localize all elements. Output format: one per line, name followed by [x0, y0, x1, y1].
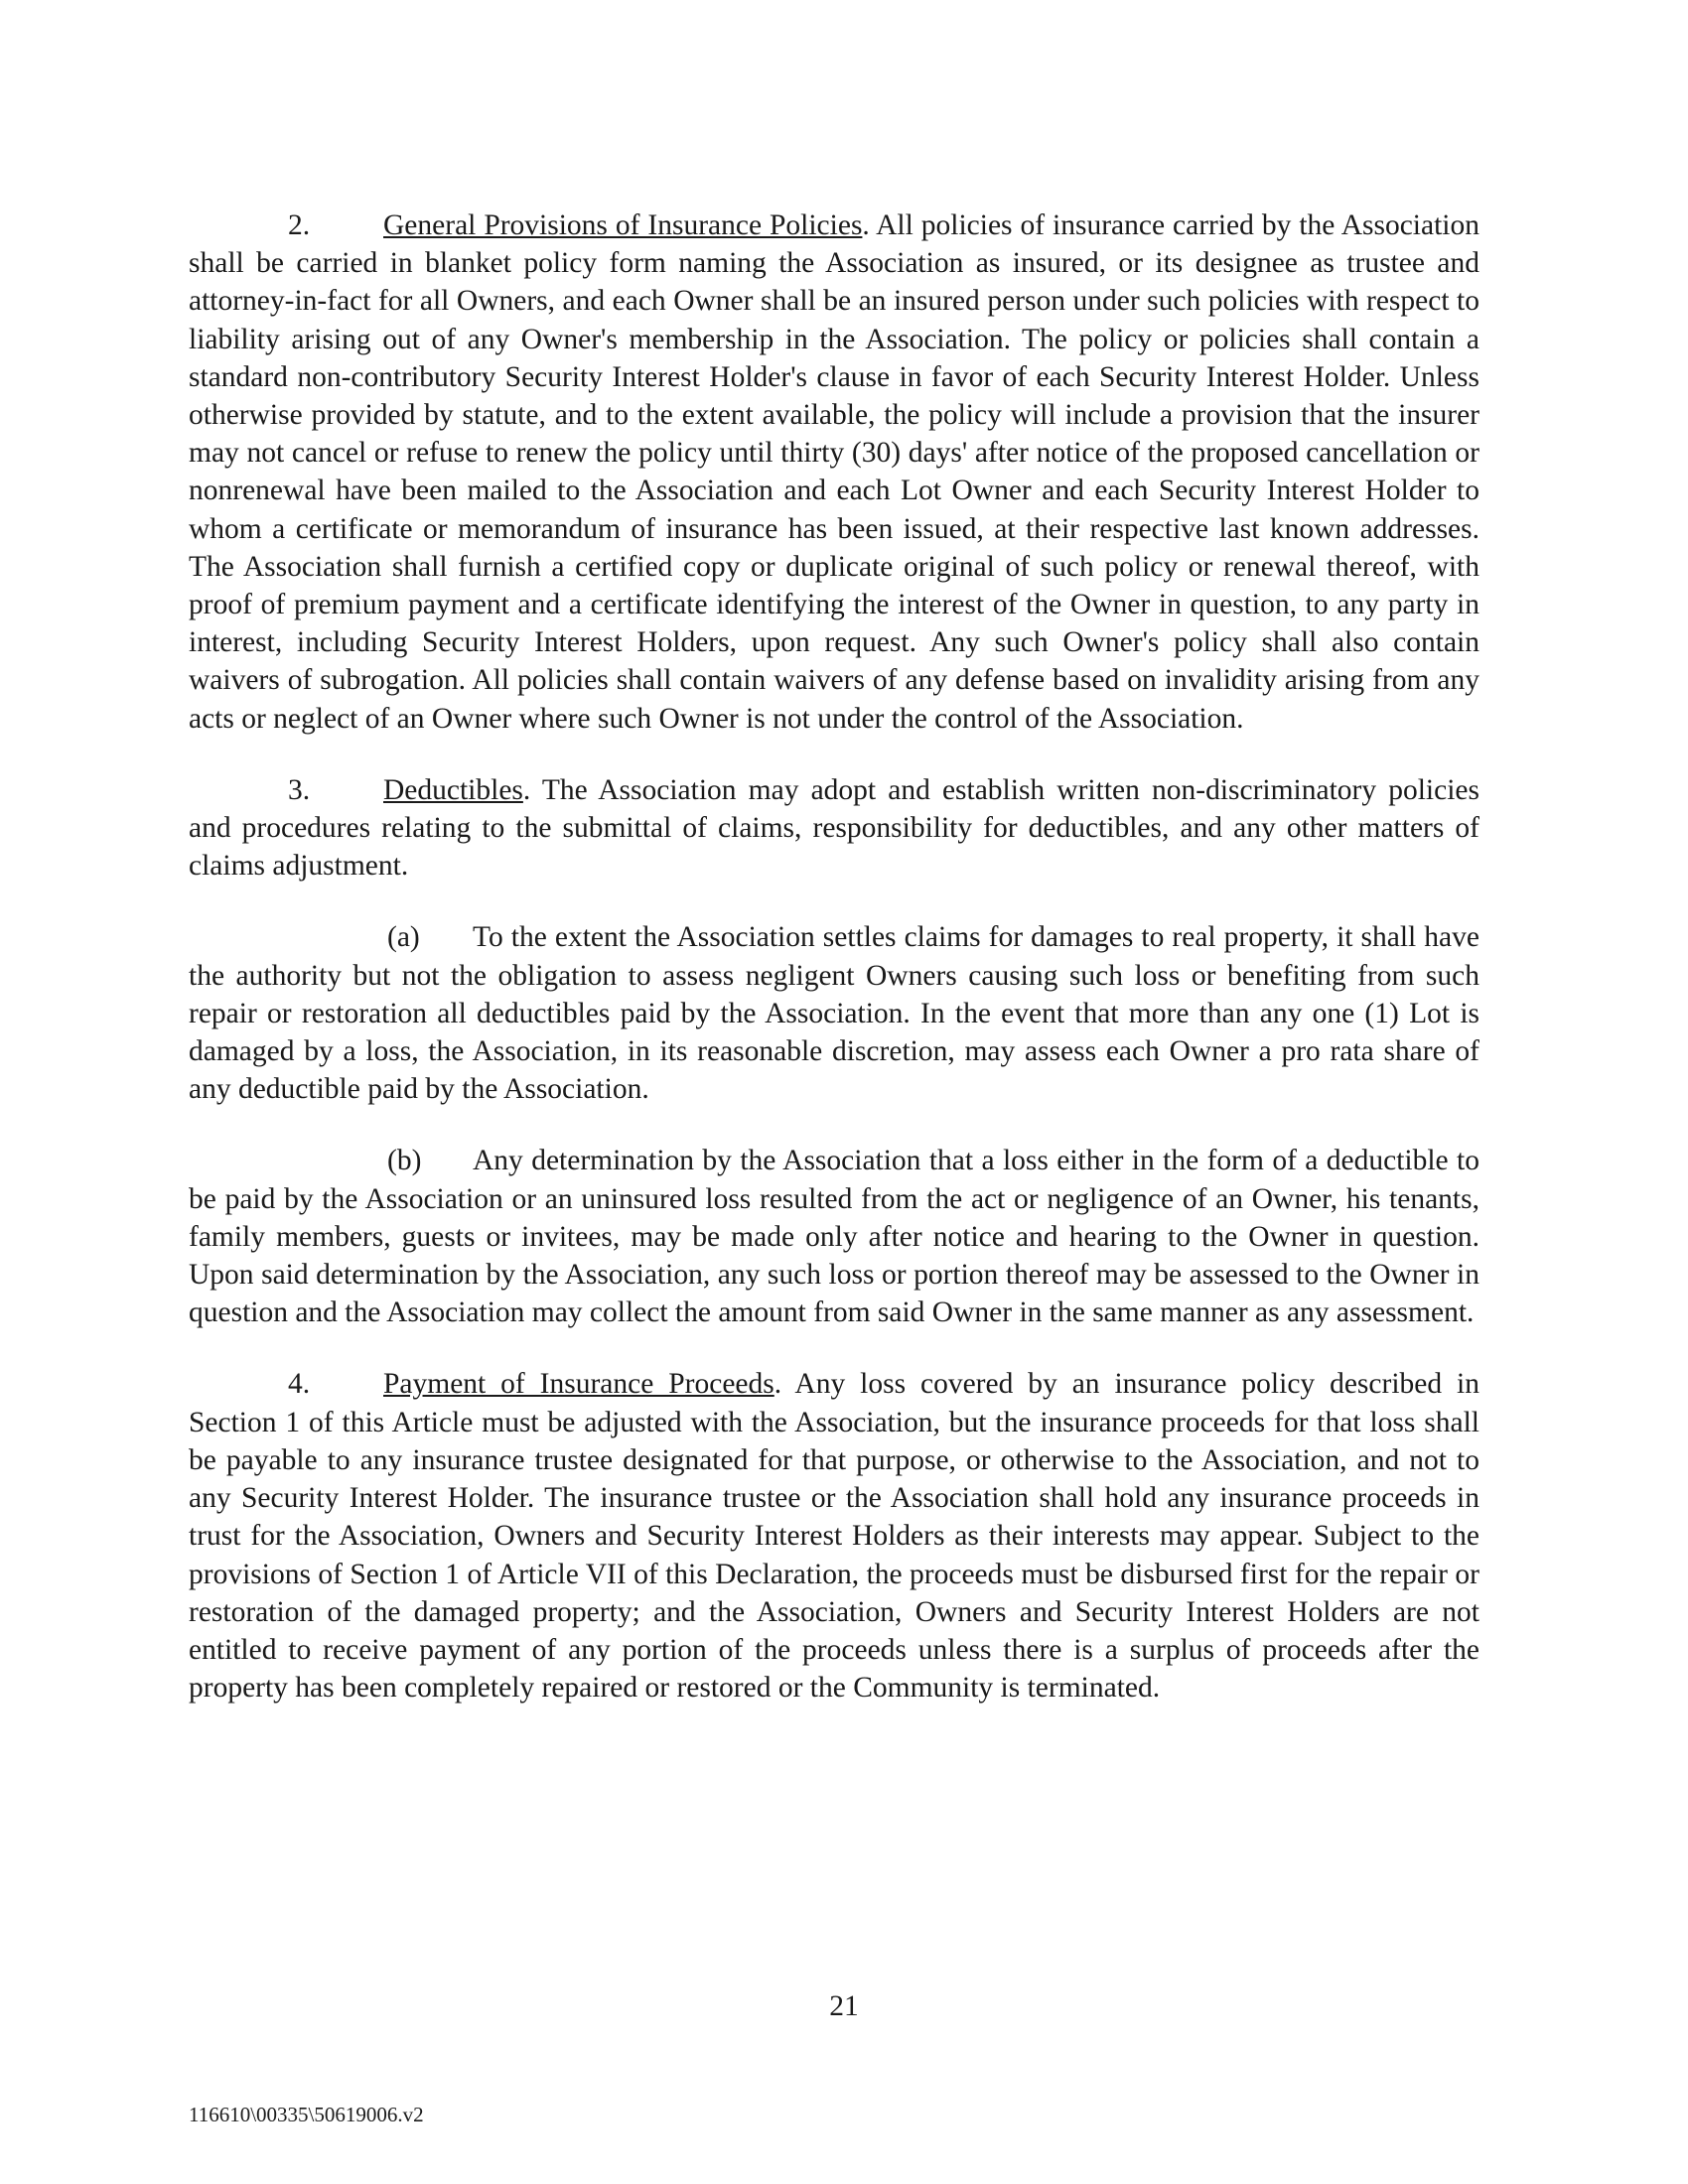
section-2-paragraph	[189, 206, 1479, 738]
section-number: 2.	[288, 209, 311, 241]
section-body: . The Association may adopt and establish written non-discriminatory policies and procedures relating to the submittal of claims, responsibility for deductibles, and any other matters of claims adjustment.	[189, 773, 1479, 883]
subsection-b-paragraph	[189, 1142, 1479, 1331]
subsection-label: (a)	[387, 921, 420, 954]
subsection-a-paragraph	[189, 918, 1479, 1108]
section-heading: General Provisions of Insurance Policies	[383, 209, 863, 241]
page-number: 21	[829, 1990, 859, 2022]
section-heading: Deductibles	[383, 773, 523, 806]
subsection-body: Any determination by the Association that a loss either in the form of a deductible to be paid by the Association or an uninsured loss resulted from the act or negligence of an Owner, his tenants, family members, guests or invitees, may be made only after notice and hearing to the Owner in question. Upon said determination by the Association, any such loss or portion thereof may be assessed to the Owner in question and the Association may collect the amount from said Owner in the same manner as any assessment.	[189, 1145, 1479, 1329]
subsection-label: (b)	[387, 1145, 422, 1177]
document-id: 116610\00335\50619006.v2	[189, 2103, 424, 2126]
document-body	[189, 206, 1479, 1706]
section-number: 3.	[288, 773, 311, 806]
section-number: 4.	[288, 1368, 311, 1401]
section-body: . All policies of insurance carried by the Association shall be carried in blanket policy form naming the Association as insured, or its designee as trustee and attorney-in-fact for all Owners, and each Owner shall be an insured person under such policies with respect to liability arising out of any Owner's membership in the Association. The policy or policies shall contain a standard non-contributory Security Interest Holder's clause in favor of each Security Interest Holder. Unless otherwise provided by statute, and to the extent available, the policy will include a provision that the insurer may not cancel or refuse to renew the policy until thirty (30) days' after notice of the proposed cancellation or nonrenewal have been mailed to the Association and each Lot Owner and each Security Interest Holder to whom a certificate or memorandum of insurance has been issued, at their respective last known addresses. The Association shall furnish a certified copy or duplicate original of such policy or renewal thereof, with proof of premium payment and a certificate identifying the interest of the Owner in question, to any party in interest, including Security Interest Holders, upon request. Any such Owner's policy shall also contain waivers of subrogation. All policies shall contain waivers of any defense based on invalidity arising from any acts or neglect of an Owner where such Owner is not under the control of the Association.	[189, 209, 1479, 735]
section-heading: Payment of Insurance Proceeds	[383, 1368, 774, 1401]
section-4-paragraph	[189, 1365, 1479, 1706]
section-3-paragraph	[189, 771, 1479, 886]
subsection-body: To the extent the Association settles claims for damages to real property, it shall have the authority but not the obligation to assess negligent Owners causing such loss or benefiting from such repair or restoration all deductibles paid by the Association. In the event that more than any one (1) Lot is damaged by a loss, the Association, in its reasonable discretion, may assess each Owner a pro rata share of any deductible paid by the Association.	[189, 921, 1479, 1106]
section-body: . Any loss covered by an insurance policy described in Section 1 of this Article must be adjusted with the Association, but the insurance proceeds for that loss shall be payable to any insurance trustee designated for that purpose, or otherwise to the Association, and not to any Security Interest Holder. The insurance trustee or the Association shall hold any insurance proceeds in trust for the Association, Owners and Security Interest Holders as their interests may appear. Subject to the provisions of Section 1 of Article VII of this Declaration, the proceeds must be disbursed first for the repair or restoration of the damaged property; and the Association, Owners and Security Interest Holders are not entitled to receive payment of any portion of the proceeds unless there is a surplus of proceeds after the property has been completely repaired or restored or the Community is terminated.	[189, 1368, 1479, 1705]
